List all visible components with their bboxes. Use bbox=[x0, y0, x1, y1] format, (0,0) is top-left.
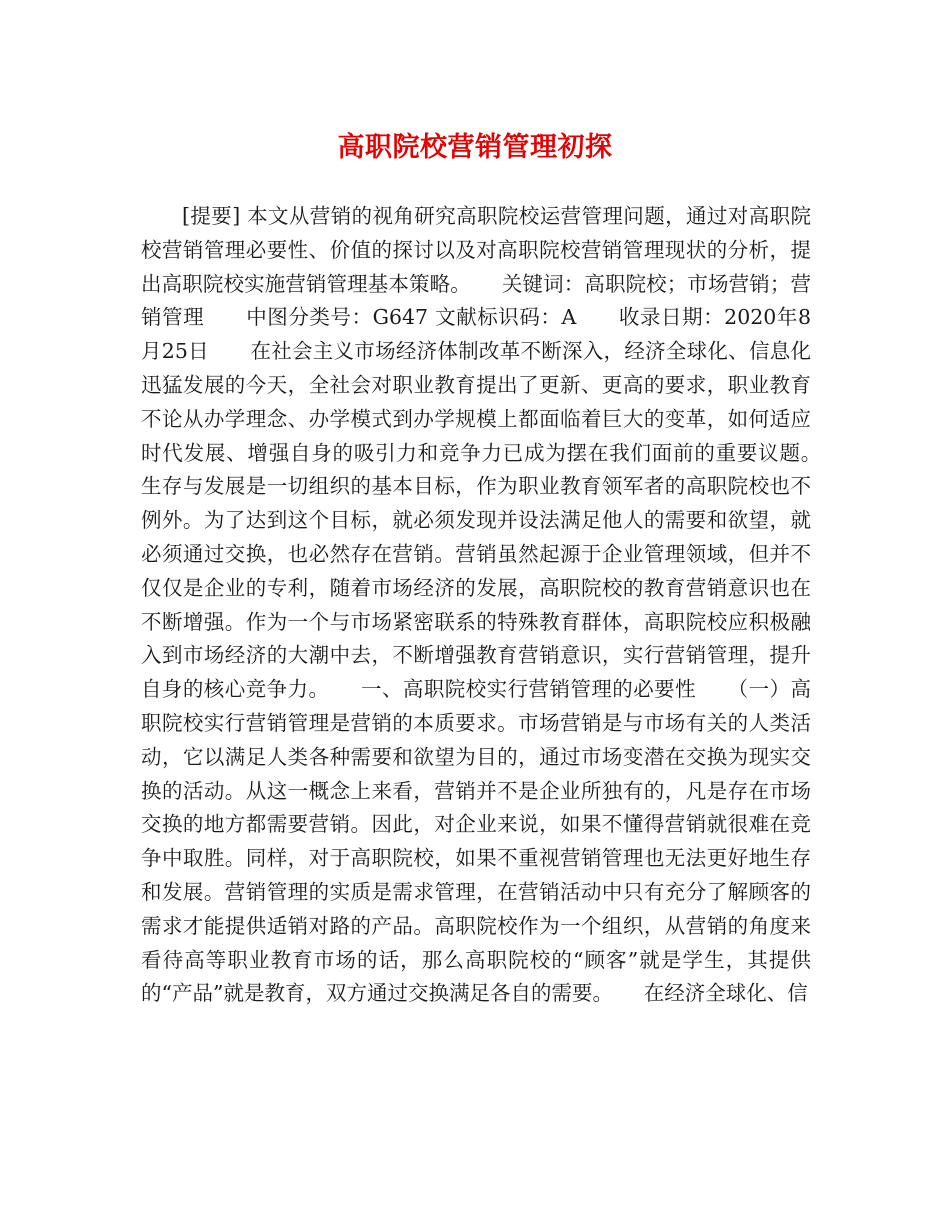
document-body: [提要] 本文从营销的视角研究高职院校运营管理问题，通过对高职院校营销管理必要性、价值的探讨以及对高职院校营销管理现状的分析，提出高职院校实施营销管理基本策略。 关键词：高职院校；市场营销；营销管理 中图分类号：G647 文献标识码：A 收录日期：2020年8月25日 在社会主义市场经济体制改革不断深入，经济全球化、信息化迅猛发展的今天，全社会对职业教育提出了更新、更高的要求，职业教育不论从办学理念、办学模式到办学规模上都面临着巨大的变革，如何适应时代发展、增强自身的吸引力和竞争力已成为摆在我们面前的重要议题。 生存与发展是一切组织的基本目标，作为职业教育领军者的高职院校也不例外。为了达到这个目标，就必须发现并设法满足他人的需要和欲望，就必须通过交换，也必然存在营销。营销虽然起源于企业管理领域，但并不仅仅是企业的专利，随着市场经济的发展，高职院校的教育营销意识也在不断增强。作为一个与市场紧密联系的特殊教育群体，高职院校应积极融入到市场经济的大潮中去，不断增强教育营销意识，实行营销管理，提升自身的核心竞争力。 一、高职院校实行营销管理的必要性 （一）高职院校实行营销管理是营销的本质要求。市场营销是与市场有关的人类活动，它以满足人类各种需要和欲望为目的，通过市场变潜在交换为现实交换的活动。从这一概念上来看，营销并不是企业所独有的，凡是存在市场交换的地方都需要营销。因此，对企业来说，如果不懂得营销就很难在竞争中取胜。同样，对于高职院校，如果不重视营销管理也无法更好地生存和发展。营销管理的实质是需求管理，在营销活动中只有充分了解顾客的需求才能提供适销对路的产品。高职院校作为一个组织，从营销的角度来看待高等职业教育市场的话，那么高职院校的“顾客”就是学生，其提供的“产品”就是教育，双方通过交换满足各自的需要。 在经济全球化、信 bbox=[141, 204, 852, 1006]
document-title: 高职院校营销管理初探 bbox=[337, 132, 613, 163]
